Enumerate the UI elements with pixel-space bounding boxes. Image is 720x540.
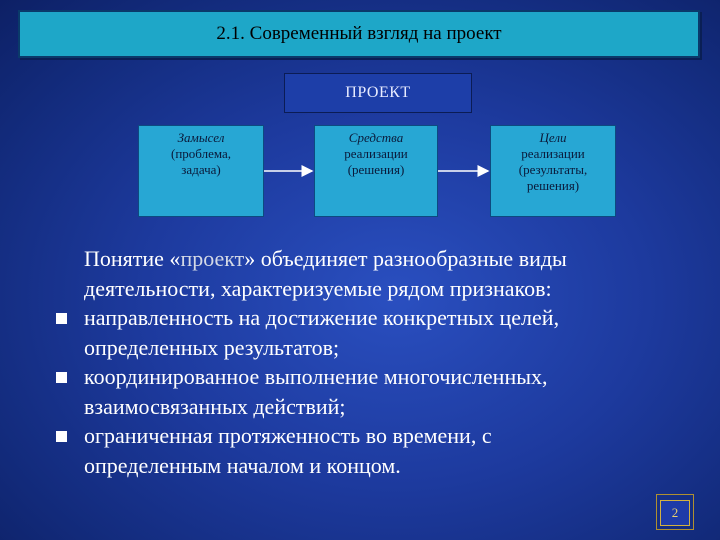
node-goals-line: реализации — [521, 146, 585, 161]
intro-line — [84, 244, 704, 274]
bullet-text: координированное выполнение многочисленных, — [84, 364, 548, 389]
node-concept-line: задача) — [181, 162, 221, 177]
node-means-line: реализации — [344, 146, 408, 161]
title-banner — [18, 10, 700, 58]
bullet-item — [84, 421, 704, 451]
square-bullet-icon — [56, 313, 67, 324]
node-concept-line: (проблема, — [171, 146, 231, 161]
bullet-text: направленность на достижение конкретных целей, — [84, 305, 560, 330]
bullet-item — [84, 303, 704, 333]
node-concept — [138, 125, 264, 217]
bullet-text-continued: взаимосвязанных действий; — [84, 393, 346, 419]
square-bullet-icon — [56, 431, 67, 442]
node-goals-line: (результаты, — [518, 162, 588, 177]
intro-text: Понятие « — [84, 246, 181, 271]
bullet-text: ограниченная протяженность во времени, с — [84, 423, 492, 448]
bullet-text-continued: определенным началом и концом. — [84, 452, 401, 478]
project-root-box — [284, 73, 472, 113]
bullet-item — [84, 362, 704, 392]
node-goals — [490, 125, 616, 217]
node-goals-head: Цели — [539, 130, 567, 145]
slide-title: 2.1. Современный взгляд на проект — [216, 23, 502, 44]
node-means-line: (решения) — [347, 162, 405, 177]
page-number: 2 — [660, 500, 690, 526]
square-bullet-icon — [56, 372, 67, 383]
node-means — [314, 125, 438, 217]
node-concept-head: Замысел — [177, 130, 225, 145]
node-goals-line: решения) — [526, 178, 580, 193]
body-text — [84, 244, 704, 480]
node-means-head: Средства — [348, 130, 404, 145]
bullet-text-continued: определенных результатов; — [84, 334, 340, 360]
project-root-label: ПРОЕКТ — [345, 84, 411, 101]
intro-text: » объединяет разнообразные виды — [244, 246, 567, 271]
intro-highlight: проект — [180, 246, 245, 271]
intro-line-2: деятельности, характеризуемые рядом признаков: — [84, 275, 552, 301]
